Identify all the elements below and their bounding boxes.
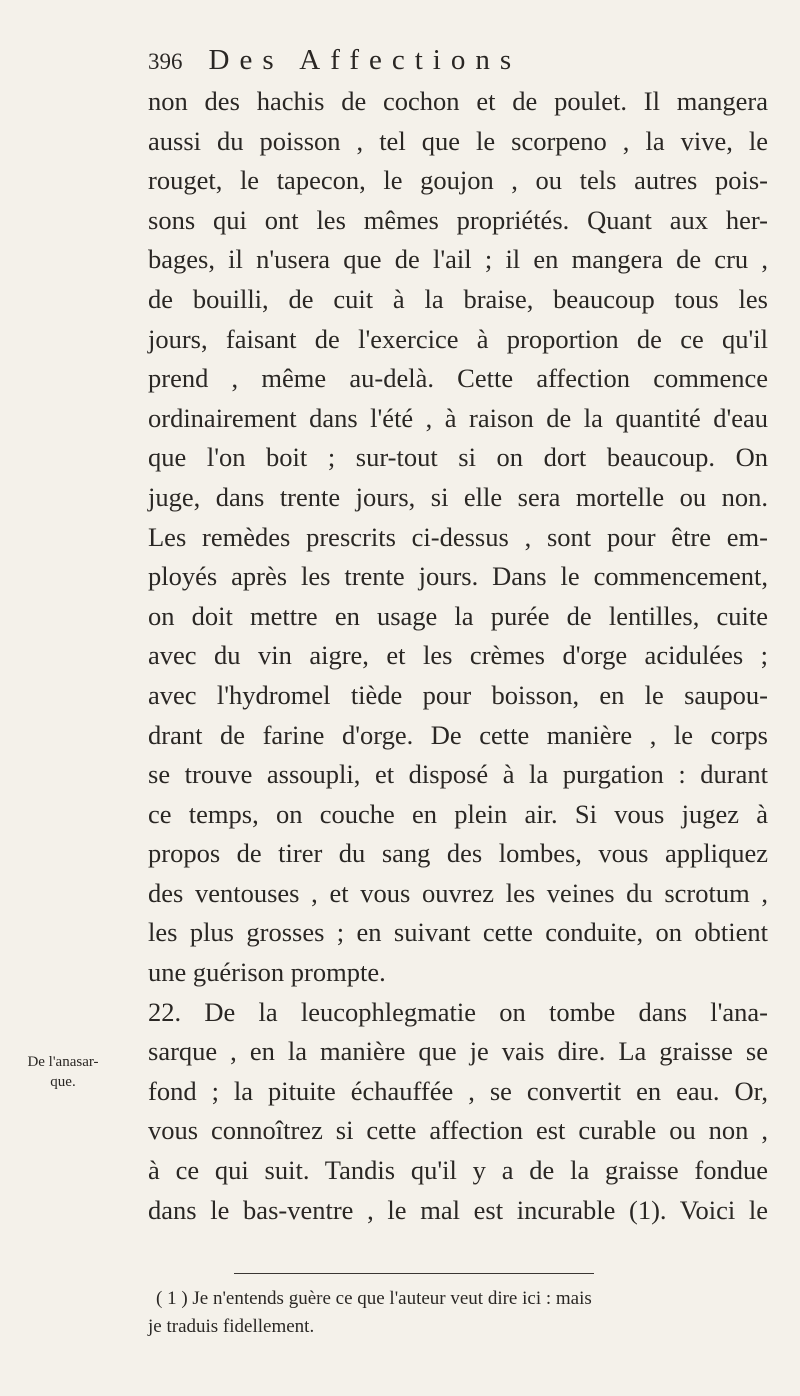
text-line: dans le bas-ventre , le mal est incurable (1). Voici le bbox=[148, 1194, 768, 1225]
text-line: on doit mettre en usage la purée de lentilles, cuite bbox=[148, 600, 768, 631]
text-line: fond ; la pituite échauffée , se convertit en eau. Or, bbox=[148, 1075, 768, 1106]
text-line: vous connoîtrez si cette affection est curable ou non , bbox=[148, 1115, 768, 1146]
text-line: ordinairement dans l'été , à raison de la quantité d'eau bbox=[148, 402, 768, 433]
text-line: se trouve assoupli, et disposé à la purgation : durant bbox=[148, 759, 768, 790]
text-line: avec l'hydromel tiède pour boisson, en le saupou- bbox=[148, 679, 768, 710]
text-line: ce temps, on couche en plein air. Si vous jugez à bbox=[148, 798, 768, 829]
text-line: des ventouses , et vous ouvrez les veines du scrotum , bbox=[148, 877, 768, 908]
text-line: une guérison prompte. bbox=[148, 957, 386, 988]
body-text bbox=[148, 82, 768, 1230]
text-line: drant de farine d'orge. De cette manière , le corps bbox=[148, 719, 768, 750]
text-line: 22. De la leucophlegmatie on tombe dans l'ana- bbox=[148, 996, 768, 1027]
running-header bbox=[148, 40, 521, 82]
text-line: Les remèdes prescrits ci-dessus , sont pour être em- bbox=[148, 521, 768, 552]
footnote-rule bbox=[234, 1273, 594, 1274]
text-line: non des hachis de cochon et de poulet. Il mangera bbox=[148, 86, 768, 116]
text-line: bages, il n'usera que de l'ail ; il en mangera de cru , bbox=[148, 244, 768, 275]
text-line: prend , même au-delà. Cette affection commence bbox=[148, 363, 768, 394]
running-title: Des Affections bbox=[208, 44, 522, 76]
text-line: jours, faisant de l'exercice à proportion de ce qu'il bbox=[148, 323, 768, 354]
margin-note-line: que. bbox=[50, 1074, 76, 1090]
footnote bbox=[148, 1285, 768, 1341]
text-line: de bouilli, de cuit à la braise, beaucoup tous les bbox=[148, 283, 768, 314]
text-line: propos de tirer du sang des lombes, vous appliquez bbox=[148, 838, 768, 869]
footnote-line: ( 1 ) Je n'entends guère ce que l'auteur veut dire ici : mais bbox=[156, 1288, 592, 1309]
text-line: avec du vin aigre, et les crèmes d'orge acidulées ; bbox=[148, 640, 768, 671]
margin-note-line: De l'anasar- bbox=[27, 1054, 99, 1070]
page-number: 396 bbox=[148, 49, 183, 74]
footnote-line: je traduis fidellement. bbox=[148, 1316, 315, 1337]
text-line: les plus grosses ; en suivant cette conduite, on obtient bbox=[148, 917, 768, 948]
text-line: sons qui ont les mêmes propriétés. Quant aux her- bbox=[148, 204, 768, 235]
margin-note bbox=[8, 1052, 118, 1092]
text-line: que l'on boit ; sur-tout si on dort beaucoup. On bbox=[148, 442, 768, 473]
text-line: aussi du poisson , tel que le scorpeno , la vive, le bbox=[148, 125, 768, 156]
text-line: ployés après les trente jours. Dans le commencement, bbox=[148, 561, 768, 592]
text-line: rouget, le tapecon, le goujon , ou tels autres pois- bbox=[148, 165, 768, 196]
text-line: juge, dans trente jours, si elle sera mortelle ou non. bbox=[148, 481, 768, 512]
text-line: à ce qui suit. Tandis qu'il y a de la graisse fondue bbox=[148, 1155, 768, 1186]
text-line: sarque , en la manière que je vais dire. La graisse se bbox=[148, 1036, 768, 1067]
